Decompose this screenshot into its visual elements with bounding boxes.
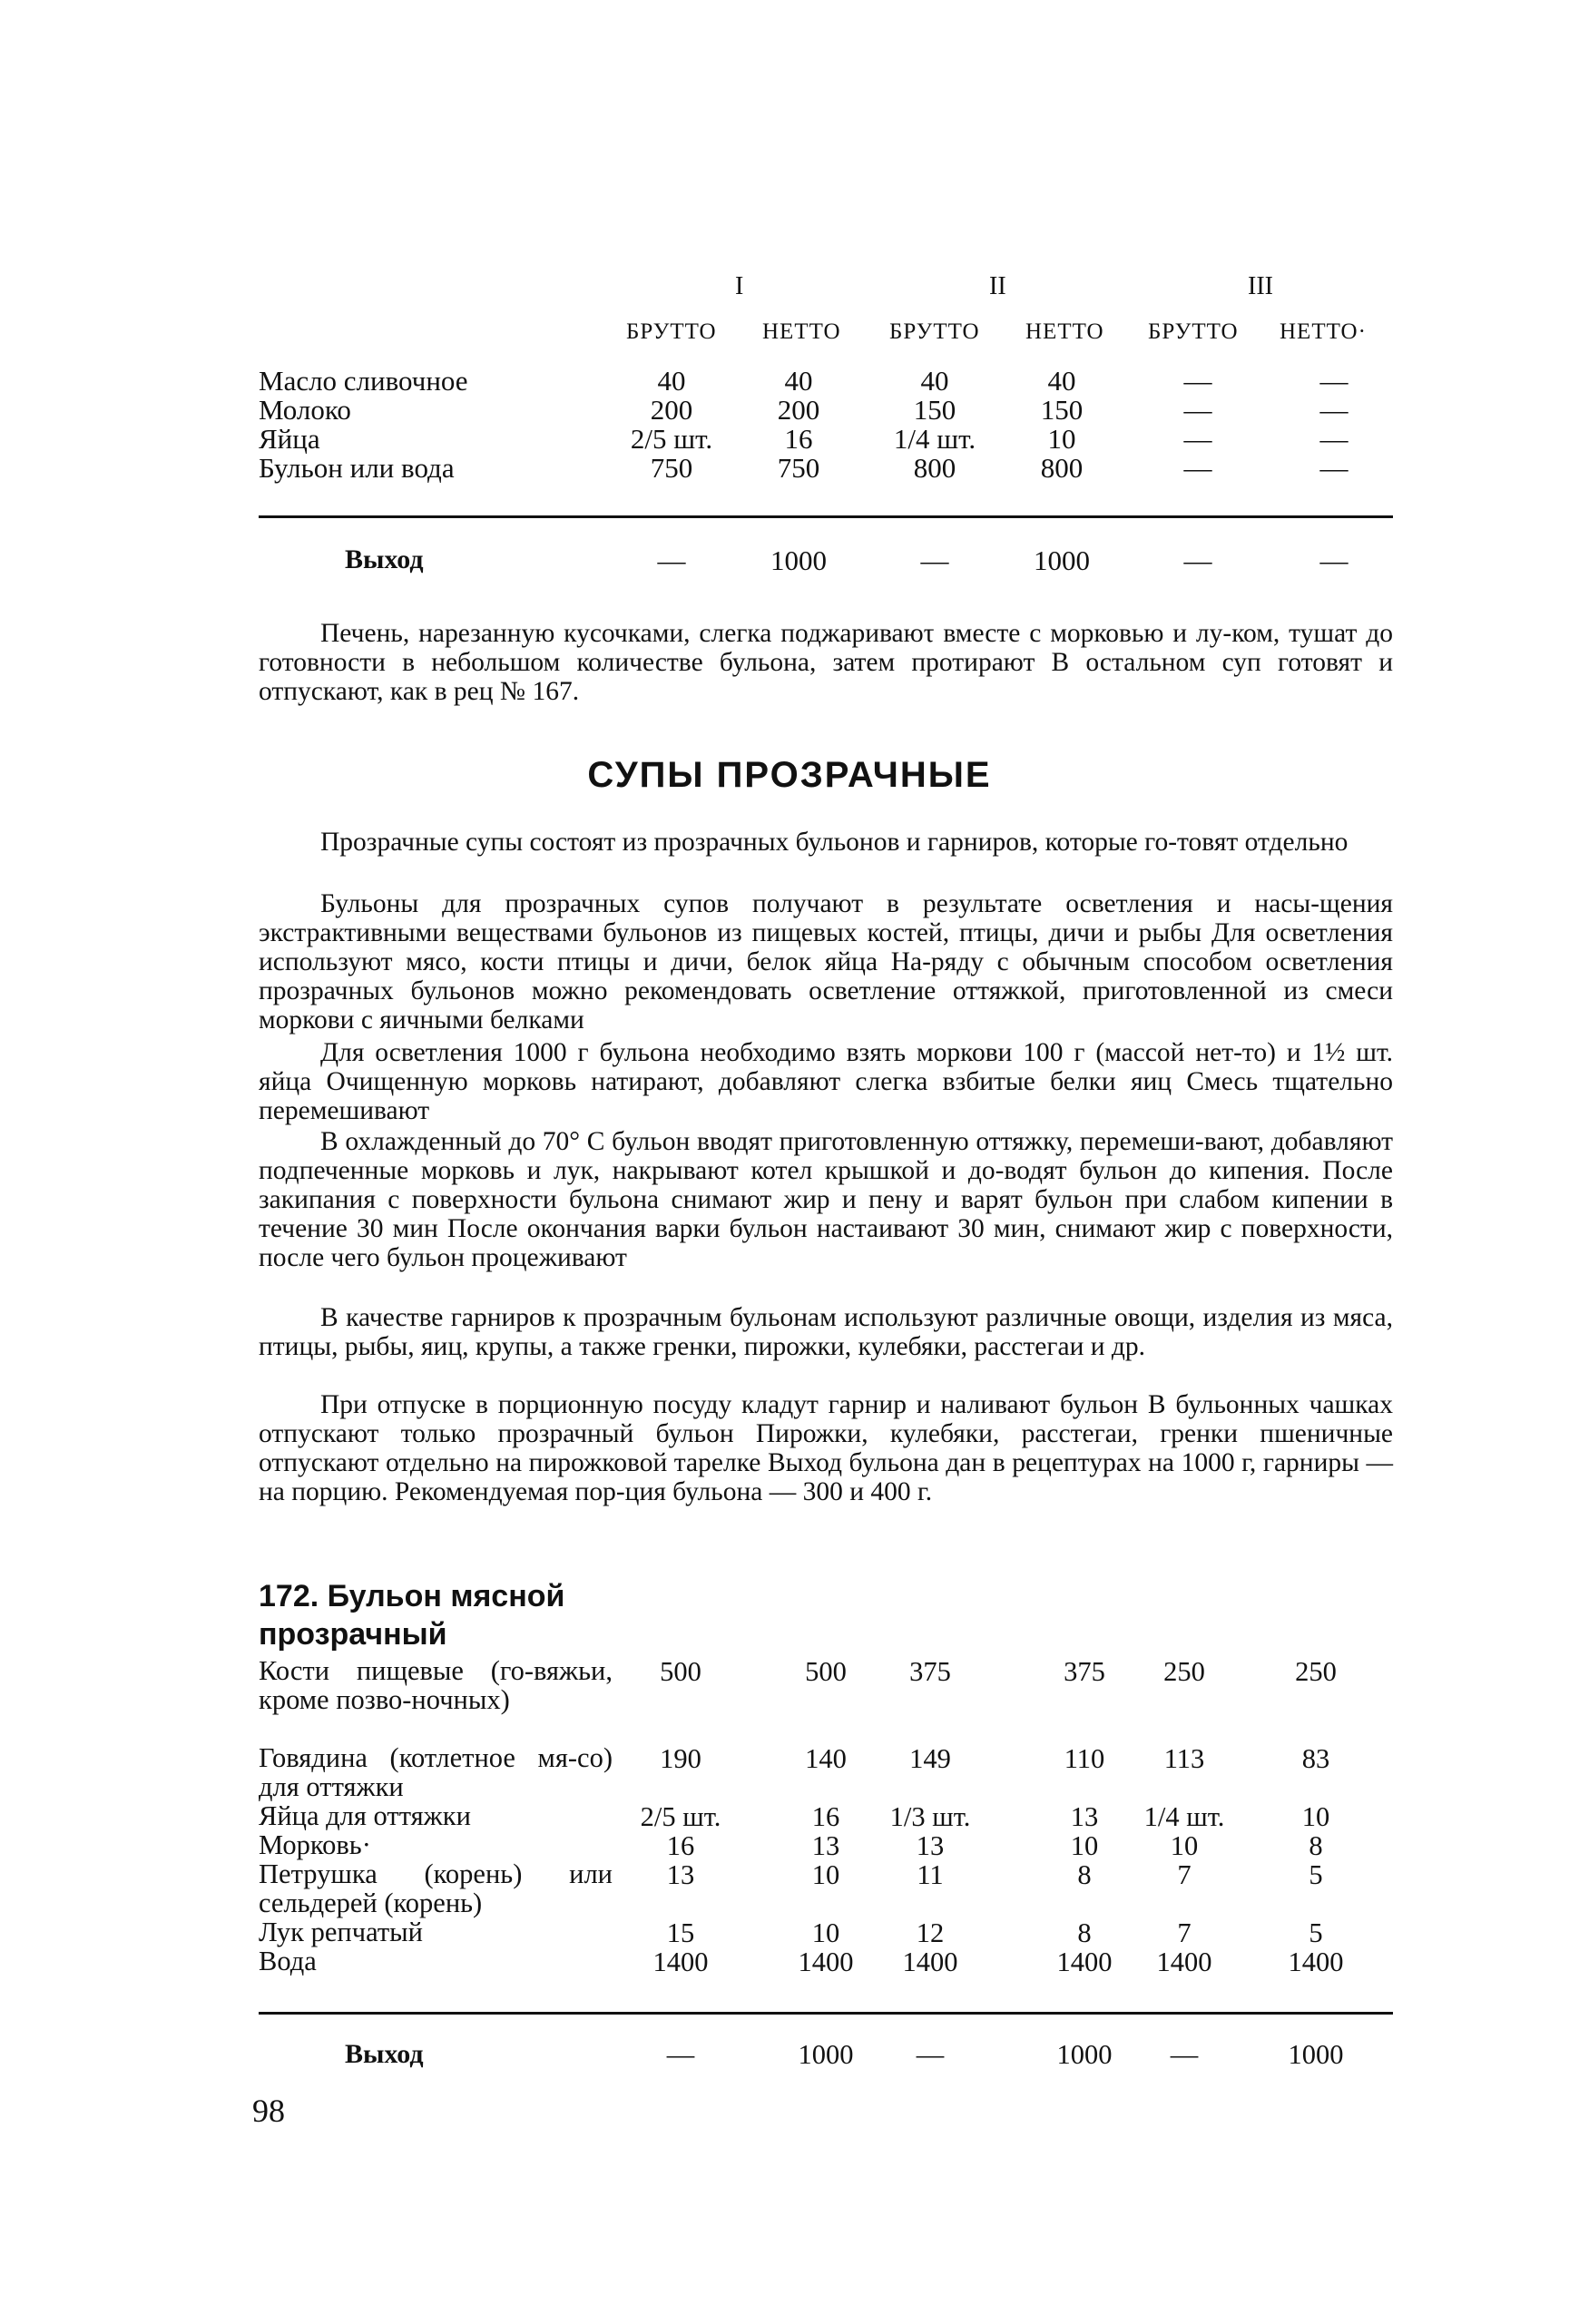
cell: —	[1183, 452, 1212, 484]
cell: 10	[1047, 423, 1076, 455]
cell: —	[916, 2039, 945, 2070]
cell: 1/4 шт.	[1143, 1801, 1225, 1832]
column-header: БРУТТО	[626, 319, 717, 344]
cell: 11	[917, 1859, 944, 1890]
body-paragraph: Печень, нарезанную кусочками, слегка поджариваюτ вместе с морковью и лу-ком, тушат до готовности в небольшом количестве бульона, затем протирают В остальном суп готовят и отпускают, как в рец № 167.	[259, 619, 1393, 706]
cell: 7	[1177, 1917, 1192, 1948]
cell: 1400	[652, 1946, 709, 1977]
cell: 40	[784, 365, 813, 397]
cell: 800	[1040, 452, 1084, 484]
cell: 8	[1077, 1859, 1092, 1890]
cell: 1000	[1056, 2039, 1113, 2070]
cell: 13	[1070, 1801, 1099, 1832]
cell: 40	[657, 365, 686, 397]
cell: 5	[1309, 1859, 1323, 1890]
cell: 1000	[798, 2039, 854, 2070]
cell: 13	[811, 1830, 840, 1861]
cell: 7	[1177, 1859, 1192, 1890]
cell: 40	[920, 365, 949, 397]
cell: 5	[1309, 1917, 1323, 1948]
cell: 150	[913, 394, 956, 426]
cell: 10	[811, 1859, 840, 1890]
ingredient-name: Вода	[259, 1946, 317, 1976]
cell: 1000	[770, 544, 827, 576]
cell: 8	[1309, 1830, 1323, 1861]
body-paragraph: Прозрачные супы состоят из прозрачных бульонов и гарниров, которые го-товят отдельно	[320, 828, 1349, 857]
ingredient-name: Лук репчатый	[259, 1917, 423, 1947]
cell: —	[1183, 544, 1212, 576]
cell: —	[1183, 423, 1212, 455]
cell: 10	[811, 1917, 840, 1948]
cell: 250	[1295, 1656, 1337, 1687]
recipe-title: 172. Бульон мясной прозрачный	[259, 1579, 565, 1652]
cell: 1/3 шт.	[889, 1801, 971, 1832]
cell: 149	[909, 1743, 951, 1774]
cell: —	[1319, 544, 1349, 576]
cell: 110	[1064, 1743, 1105, 1774]
column-header: БРУТТО	[889, 319, 980, 344]
ingredient-name: Масло сливочное	[259, 365, 468, 397]
cell: —	[920, 544, 949, 576]
group-header: III	[1248, 272, 1273, 300]
yield-label: Выход	[345, 2039, 424, 2069]
cell: 1/4 шт.	[893, 423, 976, 455]
ingredient-name: Говядина (котлетное мя-со) для оттяжки	[259, 1742, 613, 1802]
table-divider	[259, 515, 1393, 518]
cell: 10	[1170, 1830, 1199, 1861]
cell: —	[1183, 394, 1212, 426]
table-row	[259, 452, 1393, 483]
table-divider	[259, 2012, 1393, 2015]
ingredient-name: Яйца	[259, 423, 320, 455]
cell: 750	[650, 452, 693, 484]
cell: —	[666, 2039, 695, 2070]
cell: 15	[666, 1917, 695, 1948]
ingredient-name: Петрушка (корень) или сельдерей (корень)	[259, 1858, 613, 1918]
cell: —	[1319, 394, 1349, 426]
cell: 250	[1163, 1656, 1205, 1687]
section-title: СУПЫ ПРОЗРАЧНЫЕ	[587, 755, 992, 795]
cell: 375	[909, 1656, 951, 1687]
cell: 16	[666, 1830, 695, 1861]
cell: 13	[666, 1859, 695, 1890]
cell: 200	[650, 394, 693, 426]
cell: 800	[913, 452, 956, 484]
cell: 16	[811, 1801, 840, 1832]
cell: 16	[784, 423, 813, 455]
cell: —	[1170, 2039, 1199, 2070]
column-header: НЕТТО·	[1280, 319, 1367, 344]
cell: 750	[777, 452, 820, 484]
cell: 1400	[798, 1946, 854, 1977]
cell: 1400	[1288, 1946, 1344, 1977]
column-header: БРУТТО	[1148, 319, 1239, 344]
body-paragraph: При отпуске в порционную посуду кладут гарнир и наливают бульон В бульонных чашках отпускают только прозрачный бульон Пирожки, кулебяки, расстегаи, гренки пшеничные отпускают отдельно на пирожковой тарелке Выход бульона дан в рецептурах на 1000 г, гарниры — на порцию. Рекомендуемая пор-ция бульона — 300 и 400 г.	[259, 1390, 1393, 1506]
cell: 2/5 шт.	[630, 423, 713, 455]
cell: 140	[805, 1743, 847, 1774]
table-row	[259, 365, 1393, 396]
body-paragraph: В охлажденный до 70° С бульон вводят приготовленную оттяжку, перемеши-вают, добавляют подпеченные морковь и лук, накрывают котел крышкой и до-водят бульон до кипения. После закипания с поверхности бульона снимают жир и пену и варят бульон при слабом кипении в течение 30 мин После окончания варки бульон настаивают 30 мин, снимают жир с поверхности, после чего бульон процеживают	[259, 1127, 1393, 1272]
cell: 1400	[1056, 1946, 1113, 1977]
cell: 13	[916, 1830, 945, 1861]
cell: 8	[1077, 1917, 1092, 1948]
table-row	[259, 394, 1393, 425]
body-paragraph: Бульоны для прозрачных супов получают в результате осветления и насы-щения экстрактивными веществами бульонов из пищевых костей, птицы, дичи и рыбы Для осветления используют мясо, кости птицы и дичи, белок яйца На-ряду с обычным способом осветления прозрачных бульонов можно рекомендовать осветление оттяжкой, приготовленной из смеси моркови с яичными белками	[259, 889, 1393, 1035]
body-paragraph: Для осветления 1000 г бульона необходимо взять моркови 100 г (массой нет-то) и 1½ шт. яйца Очищенную морковь натирают, добавляют слегка взбитые белки яиц Смесь тщательно перемешивают	[259, 1038, 1393, 1125]
cell: 1000	[1034, 544, 1090, 576]
group-header: I	[735, 272, 744, 300]
cell: 500	[660, 1656, 701, 1687]
cell: 10	[1301, 1801, 1330, 1832]
cell: 500	[805, 1656, 847, 1687]
cell: 40	[1047, 365, 1076, 397]
column-header: НЕТТО	[1025, 319, 1104, 344]
cell: 1400	[1156, 1946, 1212, 1977]
ingredient-name: Молоко	[259, 394, 351, 426]
cell: —	[1319, 365, 1349, 397]
cell: 150	[1040, 394, 1084, 426]
ingredient-name: Кости пищевые (го-вяжьи, кроме позво-ночных)	[259, 1655, 613, 1715]
cell: 1000	[1288, 2039, 1344, 2070]
yield-label: Выход	[345, 544, 424, 574]
table-row	[259, 423, 1393, 454]
body-paragraph: В качестве гарниров к прозрачным бульонам используют различные овощи, изделия из мяса, птицы, рыбы, яиц, крупы, а также гренки, пирожки, кулебяки, расстегаи и др.	[259, 1303, 1393, 1361]
cell: —	[1183, 365, 1212, 397]
cell: 10	[1070, 1830, 1099, 1861]
ingredient-name: Яйца для оттяжки	[259, 1800, 471, 1831]
ingredient-name: Морковь·	[259, 1829, 371, 1860]
cell: 113	[1163, 1743, 1205, 1774]
cell: 200	[777, 394, 820, 426]
cell: —	[1319, 423, 1349, 455]
cell: 12	[916, 1917, 945, 1948]
cell: 1400	[902, 1946, 958, 1977]
cell: —	[1319, 452, 1349, 484]
group-header: II	[989, 272, 1006, 300]
cell: 375	[1064, 1656, 1105, 1687]
ingredient-name: Бульон или вода	[259, 452, 455, 484]
cell: 83	[1301, 1743, 1330, 1774]
column-header: НЕТТО	[762, 319, 841, 344]
cell: 190	[660, 1743, 701, 1774]
page-number: 98	[252, 2093, 285, 2129]
cell: —	[657, 544, 686, 576]
cell: 2/5 шт.	[640, 1801, 721, 1832]
